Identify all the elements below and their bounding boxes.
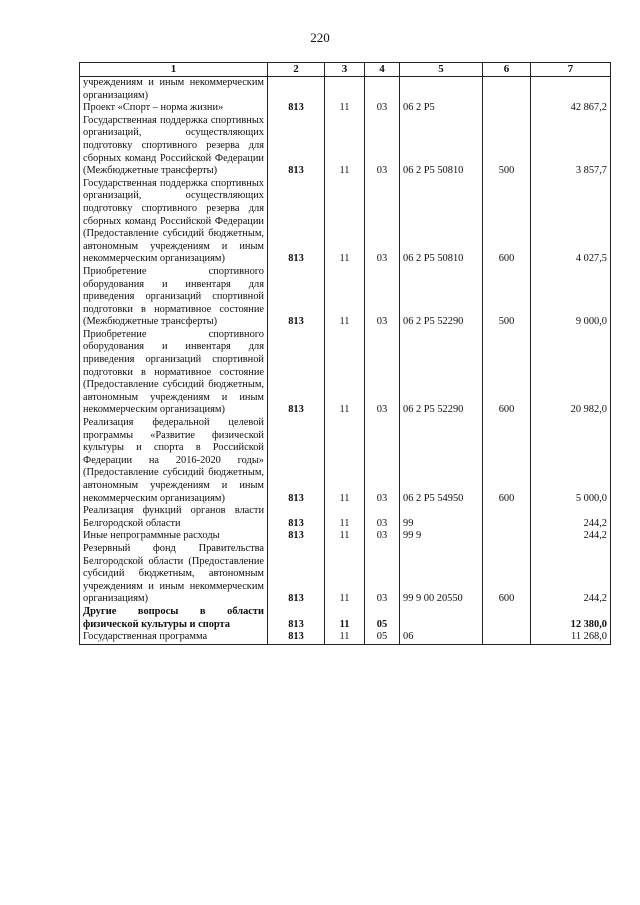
- table-row: [80, 329, 611, 417]
- row-subsection-code: 03: [365, 417, 400, 505]
- row-name: Государственная поддержка спортивных организаций, осуществляющих подготовку спортивного резерва для сборных команд Российской Федерации (Предоставление субсидий бюджетным, автономным учреждениям и иным некоммерческим организациям): [80, 178, 268, 266]
- row-grbs-code: 813: [268, 606, 325, 631]
- row-target-article: [400, 77, 483, 103]
- page-number: 220: [310, 30, 330, 45]
- row-subsection-code: 03: [365, 102, 400, 115]
- row-subsection-code: 03: [365, 505, 400, 530]
- row-expense-type: [483, 631, 531, 644]
- row-target-article: 99: [400, 505, 483, 530]
- row-expense-type: 600: [483, 417, 531, 505]
- header-col-7: 7: [531, 63, 611, 77]
- budget-table: [79, 62, 611, 645]
- row-subsection-code: 03: [365, 329, 400, 417]
- row-target-article: 06 2 P5 52290: [400, 266, 483, 329]
- row-expense-type: 500: [483, 115, 531, 178]
- table-row: [80, 530, 611, 543]
- row-name: Приобретение спортивного оборудования и инвентаря для приведения организаций спортивной подготовки в нормативное состояние (Межбюджетные трансферты): [80, 266, 268, 329]
- row-amount: 12 380,0: [531, 606, 611, 631]
- table-row: [80, 631, 611, 644]
- table-row: [80, 417, 611, 505]
- row-target-article: [400, 606, 483, 631]
- row-amount: 3 857,7: [531, 115, 611, 178]
- row-expense-type: [483, 606, 531, 631]
- row-amount: 4 027,5: [531, 178, 611, 266]
- row-target-article: 06 2 P5 50810: [400, 115, 483, 178]
- row-grbs-code: 813: [268, 417, 325, 505]
- row-subsection-code: 05: [365, 631, 400, 644]
- row-subsection-code: 05: [365, 606, 400, 631]
- row-target-article: 06 2 P5: [400, 102, 483, 115]
- header-row: [80, 63, 611, 77]
- table-row: [80, 77, 611, 103]
- row-target-article: 06 2 P5 52290: [400, 329, 483, 417]
- row-name: учреждениям и иным некоммерческим организациям): [80, 77, 268, 103]
- row-amount: 244,2: [531, 530, 611, 543]
- row-subsection-code: [365, 77, 400, 103]
- row-grbs-code: [268, 77, 325, 103]
- row-target-article: 99 9 00 20550: [400, 543, 483, 606]
- row-grbs-code: 813: [268, 102, 325, 115]
- table-row: [80, 505, 611, 530]
- row-amount: 244,2: [531, 543, 611, 606]
- row-expense-type: 500: [483, 266, 531, 329]
- row-name: Государственная поддержка спортивных организаций, осуществляющих подготовку спортивного резерва для сборных команд Российской Федерации (Межбюджетные трансферты): [80, 115, 268, 178]
- row-amount: [531, 77, 611, 103]
- table-row: [80, 178, 611, 266]
- table-row: [80, 266, 611, 329]
- header-col-2: 2: [268, 63, 325, 77]
- row-name: Приобретение спортивного оборудования и инвентаря для приведения организаций спортивной подготовки в нормативное состояние (Предоставление субсидий бюджетным, автономным учреждениям и иным некоммерческим организациям): [80, 329, 268, 417]
- row-name: Государственная программа: [80, 631, 268, 644]
- row-name: Иные непрограммные расходы: [80, 530, 268, 543]
- table-row: [80, 102, 611, 115]
- row-name: Реализация функций органов власти Белгородской области: [80, 505, 268, 530]
- table-row: [80, 543, 611, 606]
- row-expense-type: [483, 102, 531, 115]
- row-expense-type: 600: [483, 178, 531, 266]
- row-expense-type: 600: [483, 543, 531, 606]
- row-grbs-code: 813: [268, 631, 325, 644]
- row-section-code: 11: [325, 266, 365, 329]
- row-section-code: 11: [325, 417, 365, 505]
- row-expense-type: [483, 505, 531, 530]
- row-name: Другие вопросы в области физической культуры и спорта: [80, 606, 268, 631]
- header-col-6: 6: [483, 63, 531, 77]
- table-row: [80, 115, 611, 178]
- row-amount: 5 000,0: [531, 417, 611, 505]
- row-section-code: 11: [325, 543, 365, 606]
- row-subsection-code: 03: [365, 266, 400, 329]
- row-section-code: 11: [325, 102, 365, 115]
- row-section-code: [325, 77, 365, 103]
- row-grbs-code: 813: [268, 530, 325, 543]
- row-amount: 20 982,0: [531, 329, 611, 417]
- row-section-code: 11: [325, 505, 365, 530]
- row-name: Резервный фонд Правительства Белгородской области (Предоставление субсидий бюджетным, автономным учреждениям и иным некоммерческим организациям): [80, 543, 268, 606]
- header-col-3: 3: [325, 63, 365, 77]
- table-row: [80, 606, 611, 631]
- header-col-5: 5: [400, 63, 483, 77]
- row-subsection-code: 03: [365, 543, 400, 606]
- row-grbs-code: 813: [268, 266, 325, 329]
- row-name: Реализация федеральной целевой программы «Развитие физической культуры и спорта в Российской Федерации на 2016-2020 годы» (Предоставление субсидий бюджетным, автономным учреждениям и иным некоммерческим организациям): [80, 417, 268, 505]
- row-grbs-code: 813: [268, 329, 325, 417]
- row-subsection-code: 03: [365, 115, 400, 178]
- table-body: [80, 77, 611, 645]
- row-section-code: 11: [325, 530, 365, 543]
- row-expense-type: 600: [483, 329, 531, 417]
- row-subsection-code: 03: [365, 178, 400, 266]
- row-target-article: 06 2 P5 50810: [400, 178, 483, 266]
- row-target-article: 06 2 P5 54950: [400, 417, 483, 505]
- row-grbs-code: 813: [268, 178, 325, 266]
- row-amount: 244,2: [531, 505, 611, 530]
- row-expense-type: [483, 530, 531, 543]
- row-grbs-code: 813: [268, 543, 325, 606]
- row-section-code: 11: [325, 329, 365, 417]
- row-subsection-code: 03: [365, 530, 400, 543]
- row-section-code: 11: [325, 178, 365, 266]
- row-section-code: 11: [325, 606, 365, 631]
- row-grbs-code: 813: [268, 115, 325, 178]
- row-target-article: 06: [400, 631, 483, 644]
- row-section-code: 11: [325, 631, 365, 644]
- row-amount: 11 268,0: [531, 631, 611, 644]
- row-amount: 42 867,2: [531, 102, 611, 115]
- row-amount: 9 000,0: [531, 266, 611, 329]
- header-col-1: 1: [80, 63, 268, 77]
- header-col-4: 4: [365, 63, 400, 77]
- row-target-article: 99 9: [400, 530, 483, 543]
- row-grbs-code: 813: [268, 505, 325, 530]
- row-section-code: 11: [325, 115, 365, 178]
- row-expense-type: [483, 77, 531, 103]
- row-name: Проект «Спорт – норма жизни»: [80, 102, 268, 115]
